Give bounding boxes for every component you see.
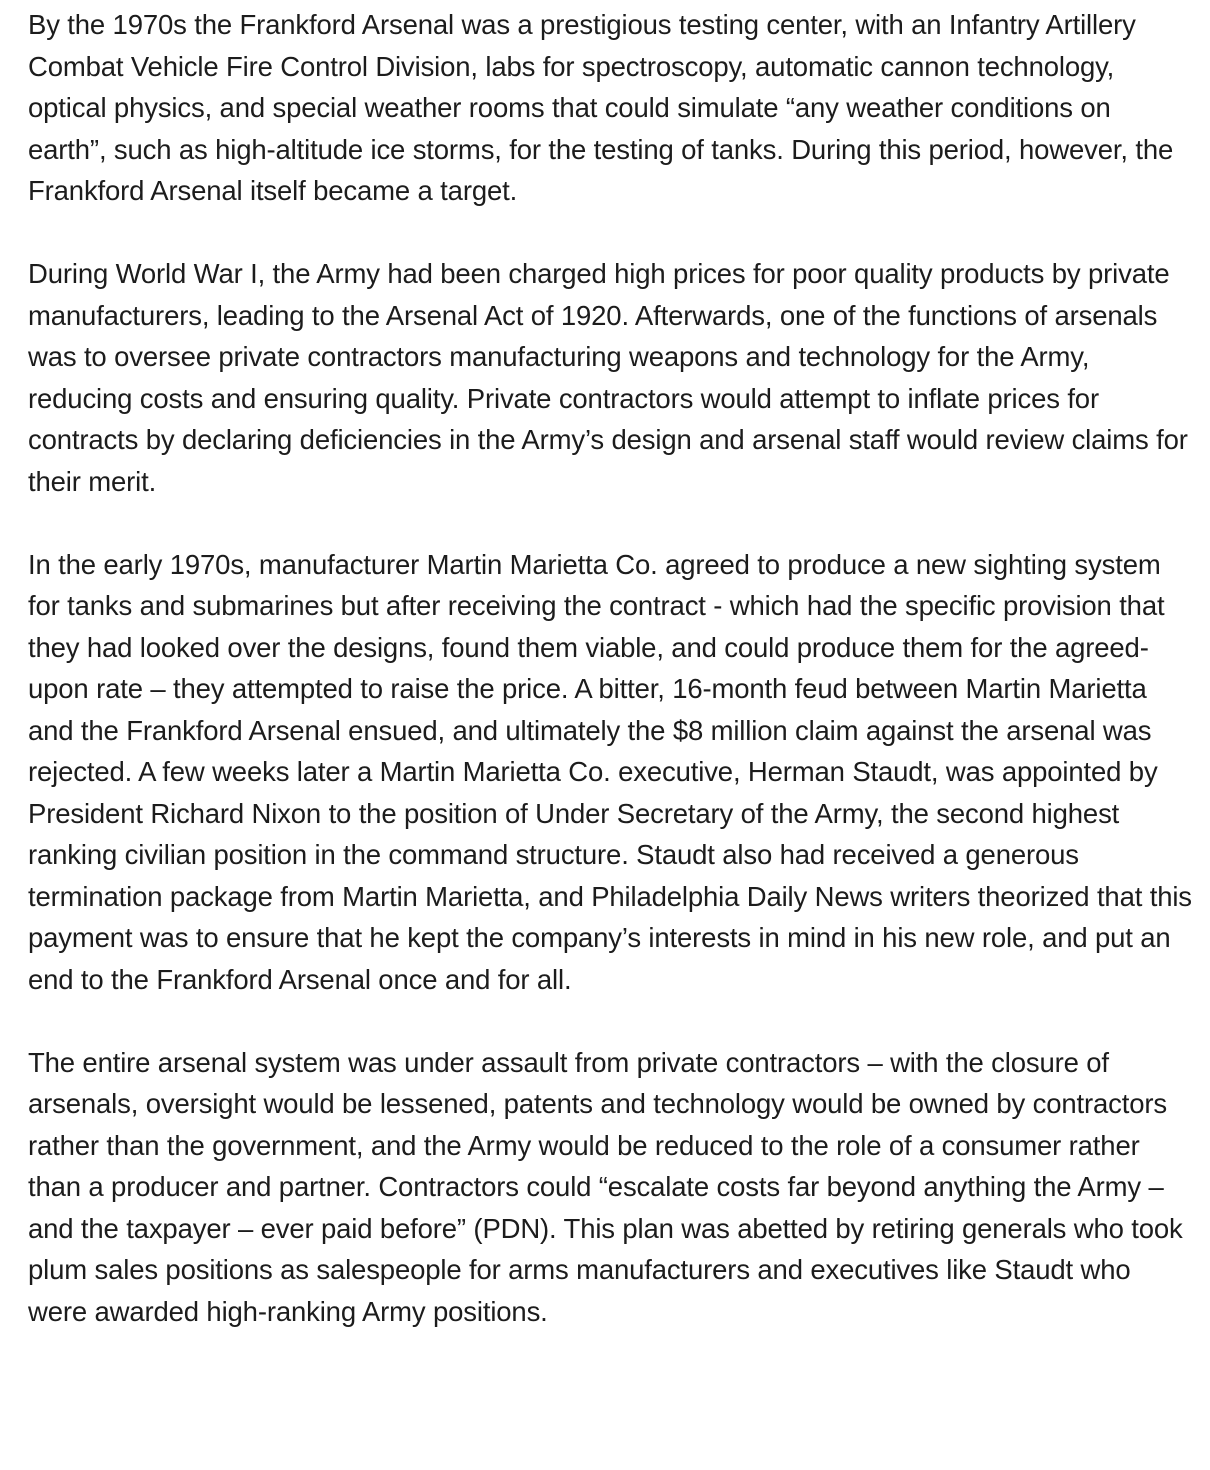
- paragraph-arsenal-act: During World War I, the Army had been charged high prices for poor quality products by private manufacturers, leading to the Arsenal Act of 1920. Afterwards, one of the functions of arsenals was to oversee private contractors manufacturing weapons and technology for the Army, reducing costs and ensuring quality. Private contractors would attempt to inflate prices for contracts by declaring deficiencies in the Army’s design and arsenal staff would review claims for their merit.: [28, 258, 1188, 497]
- paragraph-arsenal-1970s: By the 1970s the Frankford Arsenal was a prestigious testing center, with an Infantry Artillery Combat Vehicle Fire Control Division, labs for spectroscopy, automatic cannon technology, optical physics, and special weather rooms that could simulate “any weather conditions on earth”, such as high-altitude ice storms, for the testing of tanks. During this period, however, the Frankford Arsenal itself became a target.: [28, 9, 1174, 206]
- paragraph-private-contractors: The entire arsenal system was under assault from private contractors – with the closure of arsenals, oversight would be lessened, patents and technology would be owned by contractors rather than the government, and the Army would be reduced to the role of a consumer rather than a producer and partner. Contractors could “escalate costs far beyond anything the Army – and the taxpayer – ever paid before” (PDN). This plan was abetted by retiring generals who took plum sales positions as salespeople for arms manufacturers and executives like Staudt who were awarded high-ranking Army positions.: [28, 1046, 1183, 1327]
- paragraph-martin-marietta: In the early 1970s, manufacturer Martin Marietta Co. agreed to produce a new sighting system for tanks and submarines but after receiving the contract - which had the specific provision that they had looked over the designs, found them viable, and could produce them for the agreed-upon rate – they attempted to raise the price. A bitter, 16-month feud between Martin Marietta and the Frankford Arsenal ensued, and ultimately the $8 million claim against the arsenal was rejected. A few weeks later a Martin Marietta Co. executive, Herman Staudt, was appointed by President Richard Nixon to the position of Under Secretary of the Army, the second highest ranking civilian position in the command structure. Staudt also had received a generous termination package from Martin Marietta, and Philadelphia Daily News writers theorized that this payment was to ensure that he kept the company’s interests in mind in his new role, and put an end to the Frankford Arsenal once and for all.: [28, 548, 1192, 995]
